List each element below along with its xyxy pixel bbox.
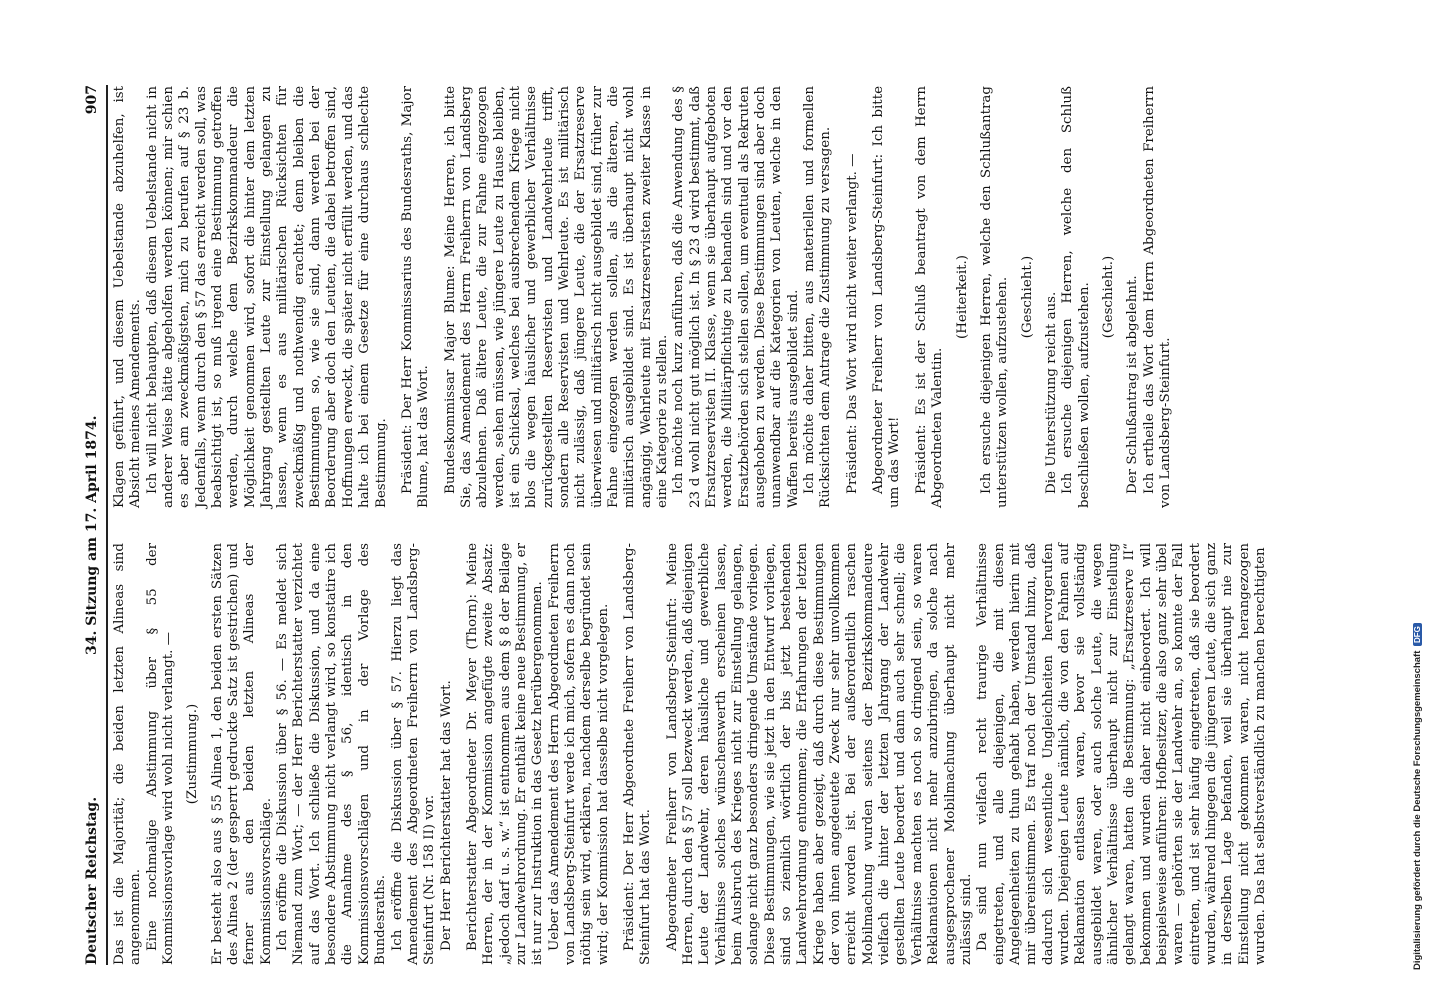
paragraph: Abgeordneter Freiherr von Landsberg-Steinfurt: Ich bitte um das Wort!	[871, 86, 903, 508]
paragraph: Der Herr Berichterstatter hat das Wort.	[438, 680, 454, 951]
paragraph: Berichterstatter Abgeordneter Dr. Meyer (Thorn): Meine Herren, der in der Kommission angefügte zweite Absatz: „jedoch darf u. s. w.“ ist entnommen aus dem § 8 der Beilage zur Landwehrordnung. Er enthält keine neue Bestimmung, er ist nur zur Instruktion in das Gesetz herübergenommen.	[464, 543, 546, 965]
paragraph: Eine nochmalige Abstimmung über § 55 der Kommissionsvorlage wird wohl nicht verlangt. —	[144, 543, 177, 965]
paragraph: Ich eröffne die Diskussion über § 56. — Es meldet sich Niemand zum Wort; — der Herr Berichterstatter verzichtet auf das Wort. Ich schließe die Diskussion, und da eine besondere Abstimmung nicht verlangt wird, so konstatire ich die Annahme des § 56, identisch in den Kommissionsvorschlägen und in der Vorlage des Bundesraths.	[275, 543, 389, 965]
paragraph: Abgeordneter Freiherr von Landsberg-Steinfurt: Meine Herren, durch den § 57 soll bezweckt werden, daß diejenigen Leute der Landwehr, deren häusliche und gewerbliche Verhältnisse solches wünschenswerth erscheinen lassen, beim Ausbruch des Krieges nicht zur Einstellung gelangen, solange nicht ganz besonders dringende Umstände vorliegen. Diese Bestimmungen, wie sie jetzt in den Entwurf vorliegen, sind so ziemlich wörtlich der bis jetzt bestehenden Landwehrordnung entnommen; die Erfahrungen der letzten Kriege haben aber gezeigt, daß durch diese Bestimmungen der von ihnen angedeutete Zweck nur sehr unvollkommen erreicht worden ist. Bei der außerordentlich raschen Mobilmachung wurden seitens der Bezirkskommandeure vielfach die hinter der letzten Jahrgang der Landwehr gestellten Leute beordert und dann auch sehr schnell; die Verhältnisse machten es noch so dringend sein, so waren Reklamationen nicht mehr anzubringen, da solche nach ausgesprochener Mobilmachung überhaupt nicht mehr zulässig sind.	[664, 543, 974, 965]
paragraph: Ueber das Amendement des Herrn Abgeordneten Freiherrn von Landsberg-Steinfurt werde ich mich, sofern es dann noch nöthig sein wird, erklären, nachdem derselbe begründet sein wird; der Kommission hat dasselbe nicht vorgelegen.	[546, 543, 611, 965]
paragraph: Präsident: Es ist der Schluß beantragt von dem Herrn Abgeordneten Valentin.	[913, 86, 946, 508]
paragraph: Präsident: Der Herr Kommissarius des Bundesraths, Major Blume, hat das Wort.	[399, 86, 432, 508]
paragraph: Ich ersuche diejenigen Herren, welche den Schluß beschließen wollen, aufzustehen.	[1060, 86, 1092, 508]
dfg-logo: DFG	[1413, 623, 1422, 646]
paragraph: Klagen geführt, und diesem Uebelstande abzuhelfen, ist Absicht meines Amendements.	[112, 86, 144, 508]
page-number: 907	[84, 85, 100, 115]
left-column	[112, 543, 1269, 965]
running-header	[80, 85, 106, 965]
paragraph: Präsident: Das Wort wird nicht weiter verlangt. —	[844, 153, 860, 494]
paragraph: Da sind nun vielfach recht traurige Verhältnisse eingetreten, und alle diejenigen, die mit diesen Angelegenheiten zu thun gehabt haben, werden hierin mit mir übereinstimmen. Es traf noch der Umstand hinzu, daß dadurch sich wesentliche Ungleichheiten hervorgerufen wurden. Diejenigen Leute nämlich, die von den Fahnen auf Reklamation entlassen waren, bevor sie vollständig ausgebildet waren, oder auch solche Leute, die wegen ähnlicher Verhältnisse überhaupt nicht zur Einstellung gelangt waren, hatten die Bestimmung: „Ersatzreserve II“ bekommen und wurden daher nicht einbeordert. Ich will beispielsweise anführen: Hofbesitzer, die also ganz sehr übel waren — gehörten sie der Landwehr an, so konnte der Fall eintreten, und ist sehr häufig eingetreten, daß sie beordert wurden, während hingegen die jüngeren Leute, die sich ganz in derselben Lage befanden, weil sie überhaupt nie zur Einstellung nicht gekommen waren, nicht herangezogen wurden. Das hat selbstverständlich zu manchen berechtigten	[975, 543, 1269, 965]
paragraph: Ich möchte noch kurz anführen, daß die Anwendung des § 23 d wohl nicht gut möglich ist. In § 23 d wird bestimmt, daß Ersatzreservisten II. Klasse, wenn sie überhaupt aufgeboten werden, die Militärpflichtige zu behandeln sind und vor den Ersatzbehörden sich stellen sollen, um eventuell als Rekruten ausgehoben zu werden. Diese Bestimmungen sind aber doch unanwendbar auf die Kategorien von Leuten, welche in den Waffen bereits ausgebildet sind.	[671, 86, 801, 508]
paragraph: Ich möchte daher bitten, aus materiellen und formellen Rücksichten dem Antrage die Zustimmung zu versagen.	[802, 86, 834, 508]
paragraph: Ich ertheile das Wort dem Herrn Abgeordneten Freiherrn von Landsberg-Steinfurt.	[1141, 86, 1173, 508]
paragraph: Der Schlußantrag ist abgelehnt.	[1125, 275, 1141, 494]
paragraph: Das ist die Majorität; die beiden letzten Alineas sind angenommen.	[112, 543, 144, 965]
paragraph: Ich eröffne die Diskussion über § 57. Hierzu liegt das Amendement des Abgeordneten Freiherrn von Landsberg-Steinfurt (Nr. 158 II) vor.	[389, 543, 438, 965]
header-publication: Deutscher Reichstag.	[84, 796, 100, 965]
paragraph: Er besteht also aus § 55 Alinea 1, den beiden ersten Sätzen des Alinea 2 (der gesperrt gedruckte Satz ist gestrichen) und ferner aus den beiden letzten Alineas der Kommissionsvorschläge.	[209, 543, 274, 965]
paragraph: Bundeskommissar Major Blume: Meine Herren, ich bitte Sie, das Amendement des Herrn Freiherrn von Landsberg abzulehnen. Daß ältere Leute, die zur Fahne eingezogen werden, sehen müssen, wie jüngere Leute zu Hause bleiben, ist ein Schicksal, welches bei ausbrechendem Kriege nicht blos die wegen häuslicher und gewerblicher Verhältnisse zurückgestellten Reservisten und Landwehrleute trifft, sondern alle Reservisten und Wehrleute. Es ist militärisch nicht zulässig, daß jüngere Leute, die der Ersatzreserve überwiesen und militärisch nicht ausgebildet sind, früher zur Fahne eingezogen werden sollen, als die älteren, die militärisch ausgebildet sind. Es ist überhaupt nicht wohl angängig, Wehrleute mit Ersatzreservisten zweiter Klasse in eine Kategorie zu stellen.	[442, 86, 670, 508]
stage-direction: (Geschieht.)	[1100, 255, 1116, 339]
stage-direction: (Heiterkeit.)	[954, 255, 970, 339]
stage-direction: (Zustimmung.)	[185, 703, 201, 805]
paragraph: Präsident: Der Herr Abgeordnete Freiherr von Landsberg-Steinfurt hat das Wort.	[621, 543, 654, 965]
paragraph: Ich ersuche diejenigen Herren, welche den Schlußantrag unterstützen wollen, aufzustehen.	[978, 86, 1011, 508]
paragraph: Die Unterstützung reicht aus.	[1043, 291, 1059, 494]
header-rule	[106, 85, 108, 965]
header-session: 34. Sitzung am 17. April 1874.	[84, 415, 100, 655]
credit-text: Digitalisierung gefördert durch die Deutsche Forschungsgemeinschaft	[1412, 650, 1423, 970]
stage-direction: (Geschieht.)	[1019, 255, 1035, 339]
right-column	[112, 86, 1174, 508]
paragraph: Ich will nicht behaupten, daß diesem Uebelstande nicht in anderer Weise hätte abgeholfen werden können; mir schien es aber am zweckmäßigsten, mich zu berufen auf § 23 b. Jedenfalls, wenn durch den § 57 das erreicht werden soll, was beabsichtigt ist, so muß irgend eine Bestimmung getroffen werden, durch welche dem Bezirkskommandeur die Möglichkeit genommen wird, sofort die hinter dem letzten Jahrgang gestellten Leute zur Einstellung gelangen zu lassen, wenn es aus militärischen Rücksichten für zweckmäßig und nothwendig erachtet; denn bleiben die Bestimmungen so, wie sie sind, dann werden bei der Beorderung aber doch den Leuten, die dabei betroffen sind, Hoffnungen erweckt, die später nicht erfüllt werden, und das halte ich bei einem Gesetze für eine durchaus schlechte Bestimmung.	[144, 86, 389, 508]
digitization-credit	[1412, 10, 1423, 970]
